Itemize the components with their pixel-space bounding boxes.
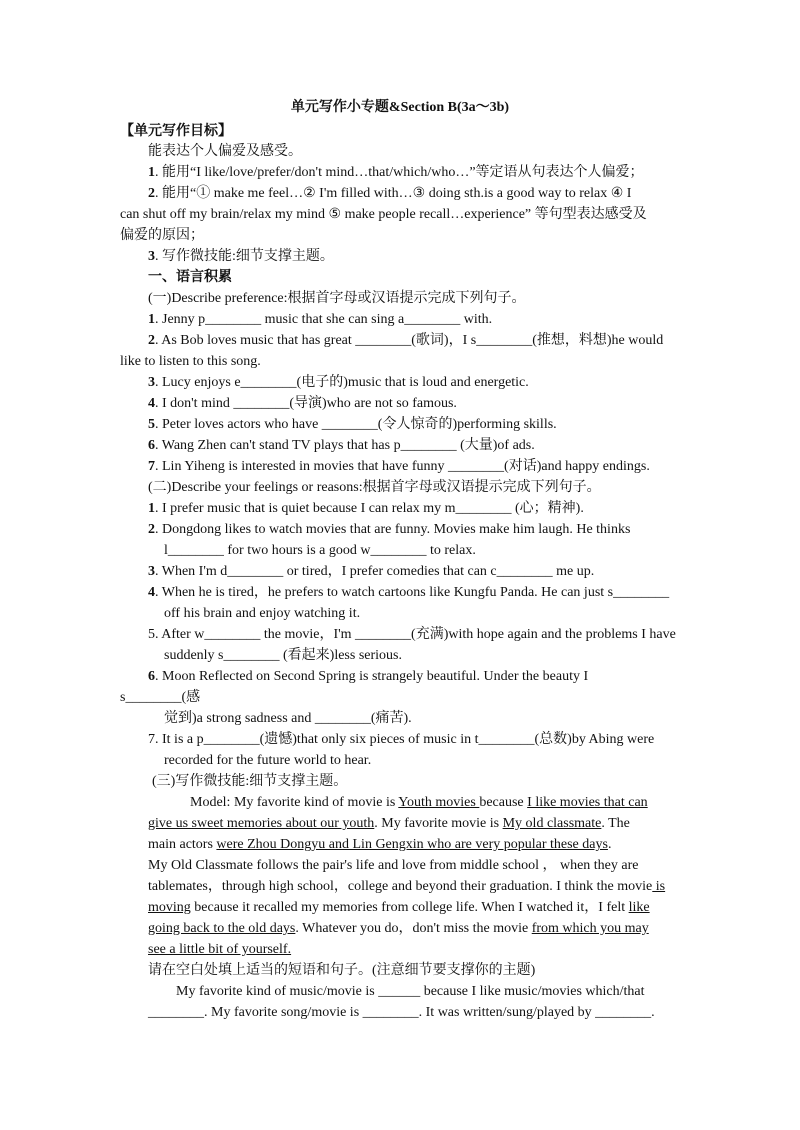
- goal-intro: 能表达个人偏爱及感受。: [148, 144, 302, 159]
- writing-goal-heading: 【单元写作目标】: [120, 124, 232, 139]
- exercise-1-1: 1. Jenny p________ music that she can sing a________ with.: [148, 312, 493, 327]
- exercise-1-6: 6. Wang Zhen can't stand TV plays that has p________ (大量)of ads.: [148, 438, 535, 453]
- exercise-2-2-line1: 2. Dongdong likes to watch movies that are funny. Movies make him laugh. He thinks: [148, 522, 631, 537]
- model-line-8: see a little bit of yourself.: [148, 942, 292, 957]
- part-3-instruction: (三)写作微技能:细节支撑主题。: [152, 774, 348, 789]
- part-1-instruction: (一)Describe preference:根据首字母或汉语提示完成下列句子。: [148, 291, 526, 306]
- exercise-2-7-line1: 7. It is a p________(遗憾)that only six pieces of music in t________(总数)by Abing were: [148, 732, 655, 747]
- exercise-1-2-line1: 2. As Bob loves music that has great ________(歌词)，I s________(推想，料想)he would: [148, 333, 664, 348]
- model-line-5: tablemates，through high school，college and beyond their graduation. I think the movie is: [148, 879, 666, 894]
- exercise-2-4-line2: off his brain and enjoy watching it.: [164, 606, 361, 621]
- goal-1: 1. 能用“I like/love/prefer/don't mind…that/which/who…”等定语从句表达个人偏爱；: [148, 165, 644, 180]
- exercise-1-3: 3. Lucy enjoys e________(电子的)music that is loud and energetic.: [148, 375, 529, 390]
- model-line-3: main actors were Zhou Dongyu and Lin Gengxin who are very popular these days.: [148, 837, 612, 852]
- section-language-accumulation: 一、语言积累: [148, 270, 232, 285]
- goal-2-line2: can shut off my brain/relax my mind ⑤ make people recall…experience” 等句型表达感受及: [120, 207, 647, 222]
- exercise-2-7-line2: recorded for the future world to hear.: [164, 753, 372, 768]
- exercise-2-5-line2: suddenly s________ (看起来)less serious.: [164, 648, 402, 663]
- goal-2-line3: 偏爱的原因；: [120, 228, 204, 243]
- exercise-1-7: 7. Lin Yiheng is interested in movies that have funny ________(对话)and happy endings.: [148, 459, 650, 474]
- page-title: 单元写作小专题&Section B(3a～3b): [290, 100, 510, 115]
- part-2-instruction: (二)Describe your feelings or reasons:根据首字母或汉语提示完成下列句子。: [148, 480, 601, 495]
- exercise-1-5: 5. Peter loves actors who have ________(令人惊奇的)performing skills.: [148, 417, 557, 432]
- exercise-2-3: 3. When I'm d________ or tired，I prefer comedies that can c________ me up.: [148, 564, 595, 579]
- model-line-1: Model: My favorite kind of movie is Youth movies because I like movies that can: [190, 795, 648, 810]
- model-line-2: give us sweet memories about our youth. My favorite movie is My old classmate. The: [148, 816, 630, 831]
- goal-3: 3. 写作微技能:细节支撑主题。: [148, 249, 334, 264]
- exercise-2-6-line3: 觉到)a strong sadness and ________(痛苦).: [164, 711, 412, 726]
- exercise-2-5-line1: 5. After w________ the movie，I'm ________(充满)with hope again and the problems I have: [148, 627, 676, 642]
- exercise-2-6-line2: s________(感: [120, 690, 201, 705]
- model-line-4: My Old Classmate follows the pair's life and love from middle school ， when they are: [148, 858, 639, 873]
- exercise-2-6-line1: 6. Moon Reflected on Second Spring is strangely beautiful. Under the beauty I: [148, 669, 589, 684]
- model-line-6: moving because it recalled my memories from college life. When I watched it，I felt like: [148, 900, 650, 915]
- fill-line-2: ________. My favorite song/movie is ________. It was written/sung/played by ________.: [148, 1005, 655, 1020]
- model-line-7: going back to the old days. Whatever you do，don't miss the movie from which you may: [148, 921, 649, 936]
- exercise-1-2-line2: like to listen to this song.: [120, 354, 261, 369]
- fill-line-1: My favorite kind of music/movie is ______ because I like music/movies which/that: [176, 984, 645, 999]
- exercise-2-4-line1: 4. When he is tired，he prefers to watch cartoons like Kungfu Panda. He can just s________: [148, 585, 670, 600]
- exercise-2-1: 1. I prefer music that is quiet because I can relax my m________ (心；精神).: [148, 501, 584, 516]
- exercise-1-4: 4. I don't mind ________(导演)who are not so famous.: [148, 396, 457, 411]
- goal-2-line1: 2. 能用“① make me feel…② I'm filled with…③ doing sth.is a good way to relax ④ I: [148, 186, 632, 201]
- exercise-2-2-line2: l________ for two hours is a good w________ to relax.: [164, 543, 476, 558]
- fill-instruction: 请在空白处填上适当的短语和句子。(注意细节要支撑你的主题): [148, 963, 536, 978]
